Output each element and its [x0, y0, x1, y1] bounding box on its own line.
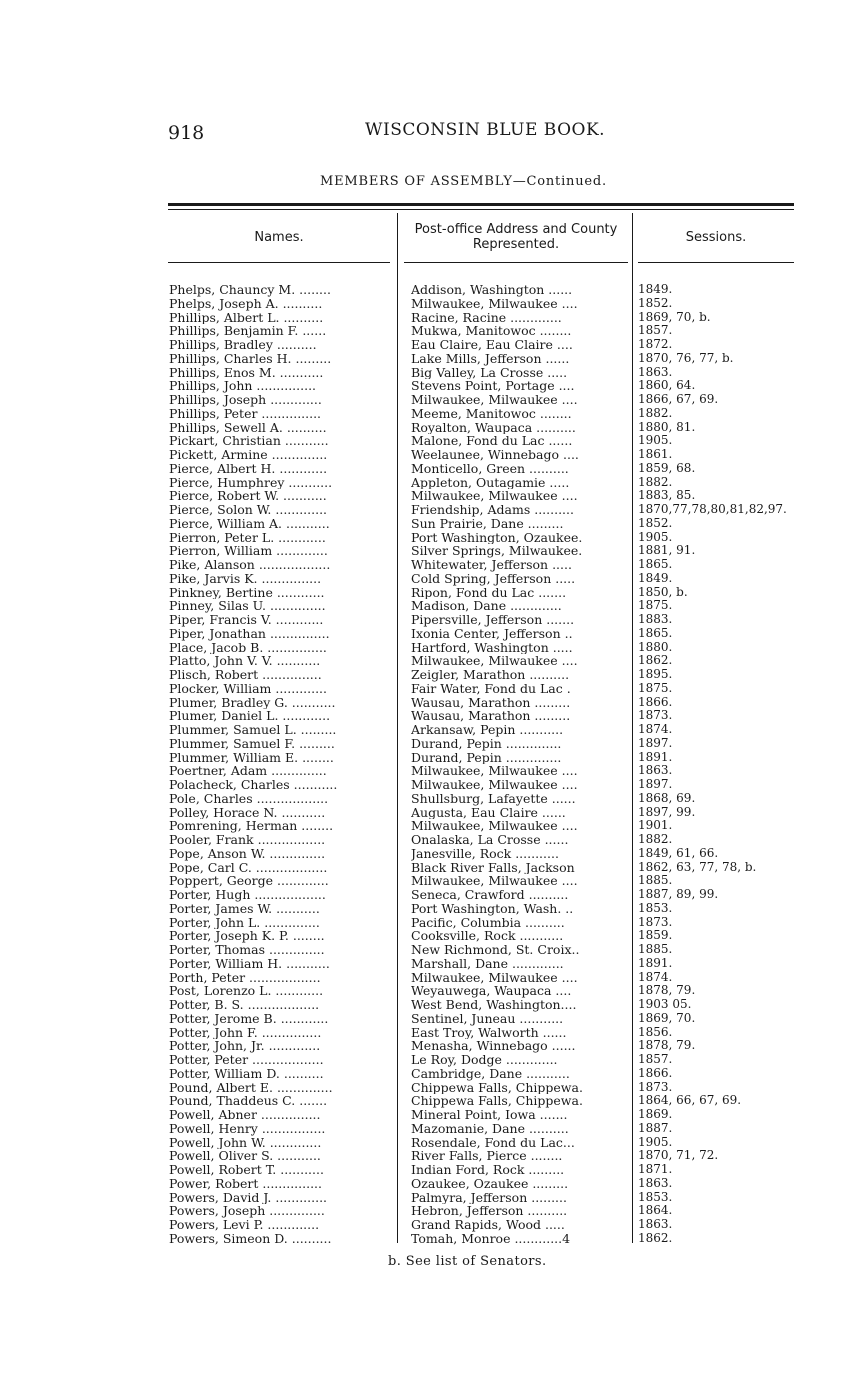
table-row — [0, 847, 859, 861]
table-row — [0, 971, 859, 985]
member-name: Plummer, Samuel L. ......... — [169, 723, 337, 737]
member-sessions: 1873. — [638, 915, 673, 929]
table-row — [0, 352, 859, 366]
table-row — [0, 531, 859, 545]
column-header-names: Names. — [254, 230, 304, 245]
member-sessions: 1897, 99. — [638, 805, 696, 819]
table-row — [0, 407, 859, 421]
member-sessions: 1863. — [638, 1176, 673, 1190]
member-name: Plumer, Bradley G. ........... — [169, 695, 336, 710]
member-address: Lake Mills, Jefferson ...... — [411, 351, 570, 366]
member-address: Wausau, Marathon ......... — [411, 695, 571, 710]
member-sessions: 1853. — [638, 1190, 673, 1204]
member-sessions: 1870, 71, 72. — [638, 1149, 719, 1163]
member-sessions: 1865. — [638, 558, 673, 571]
member-address: Pacific, Columbia .......... — [411, 915, 565, 930]
member-address: Cambridge, Dane ........... — [411, 1066, 570, 1081]
member-sessions: 1895. — [638, 668, 673, 681]
table-row — [0, 393, 859, 407]
member-name: Porter, James W. ........... — [169, 901, 320, 916]
member-address: Mazomanie, Dane .......... — [411, 1121, 569, 1136]
member-sessions: 1862. — [638, 1231, 673, 1245]
member-address: Black River Falls, Jackson — [411, 860, 575, 875]
member-name: Place, Jacob B. ............... — [169, 640, 327, 655]
member-name: Plisch, Robert ............... — [169, 668, 322, 682]
table-row — [0, 311, 859, 325]
member-address: Racine, Racine ............. — [411, 310, 562, 325]
member-address: Onalaska, La Crosse ...... — [411, 833, 569, 847]
table-row — [0, 861, 859, 875]
member-sessions: 1882. — [638, 475, 673, 489]
table-row — [0, 696, 859, 710]
member-sessions: 1873. — [638, 1080, 673, 1094]
member-sessions: 1852. — [638, 516, 673, 530]
table-row — [0, 929, 859, 943]
member-address: Ixonia Center, Jefferson .. — [411, 626, 573, 641]
table-row — [0, 792, 859, 806]
member-sessions: 1864, 66, 67, 69. — [638, 1094, 742, 1108]
table-row — [0, 434, 859, 448]
page-title: WISCONSIN BLUE BOOK. — [365, 120, 606, 140]
member-sessions: 1882. — [638, 833, 673, 846]
member-sessions: 1901. — [638, 819, 673, 833]
table-row — [0, 517, 859, 531]
table-row — [0, 984, 859, 998]
member-sessions: 1882. — [638, 406, 673, 420]
member-address: Sun Prairie, Dane ......... — [411, 516, 564, 531]
member-name: Phillips, Joseph ............. — [169, 393, 322, 407]
member-name: Powell, Robert T. ........... — [169, 1163, 324, 1177]
member-sessions: 1862. — [638, 654, 673, 668]
member-sessions: 1875. — [638, 681, 673, 695]
table-row — [0, 668, 859, 682]
member-name: Plummer, Samuel F. ......... — [169, 736, 335, 751]
member-address: Menasha, Winnebago ...... — [411, 1039, 576, 1053]
member-address: Wausau, Marathon ......... — [411, 709, 571, 723]
table-row — [0, 723, 859, 737]
member-address: Royalton, Waupaca .......... — [411, 420, 576, 435]
member-sessions: 1897. — [638, 778, 673, 791]
member-name: Porter, William H. ........... — [169, 956, 330, 971]
member-address: Milwaukee, Milwaukee .... — [411, 489, 578, 503]
member-sessions: 1863. — [638, 1218, 673, 1231]
member-sessions: 1887. — [638, 1121, 673, 1135]
member-sessions: 1862, 63, 77, 78, b. — [638, 860, 757, 874]
member-sessions: 1870,77,78,80,81,82,97. — [638, 503, 787, 516]
member-name: Pole, Charles .................. — [169, 791, 329, 806]
member-name: Porter, Hugh .................. — [169, 888, 326, 902]
member-address: Arkansaw, Pepin ........... — [411, 723, 564, 737]
member-address: Pipersville, Jefferson ....... — [411, 613, 575, 627]
member-sessions: 1869. — [638, 1108, 673, 1121]
member-sessions: 1874. — [638, 970, 673, 984]
member-name: Pound, Thaddeus C. ....... — [169, 1094, 328, 1108]
member-sessions: 1863. — [638, 365, 673, 379]
table-row — [0, 654, 859, 668]
member-name: Porter, Thomas .............. — [169, 943, 325, 957]
table-row — [0, 916, 859, 930]
member-address: Friendship, Adams .......... — [411, 503, 574, 517]
table-row — [0, 379, 859, 393]
member-address: Durand, Pepin .............. — [411, 750, 562, 765]
member-name: Polley, Horace N. ........... — [169, 805, 326, 820]
member-sessions: 1880. — [638, 640, 673, 654]
member-name: Pierce, Albert H. ............ — [169, 461, 328, 476]
member-address: Addison, Washington ...... — [411, 283, 573, 297]
table-row — [0, 1026, 859, 1040]
member-address: Meeme, Manitowoc ........ — [411, 406, 572, 421]
header-rule-sessions — [638, 262, 794, 263]
member-name: Plummer, William E. ........ — [169, 750, 334, 765]
table-row — [0, 1067, 859, 1081]
member-address: Milwaukee, Milwaukee .... — [411, 654, 578, 668]
member-sessions: 1866. — [638, 695, 673, 709]
member-address: Sentinel, Juneau ........... — [411, 1011, 564, 1026]
member-sessions: 1891. — [638, 956, 673, 970]
member-name: Porth, Peter .................. — [169, 970, 321, 985]
table-row — [0, 627, 859, 641]
member-sessions: 1849. — [638, 571, 673, 585]
member-name: Pinney, Silas U. .............. — [169, 599, 326, 613]
member-sessions: 1866, 67, 69. — [638, 393, 719, 406]
member-name: Pomrening, Herman ........ — [169, 819, 334, 833]
member-address: Milwaukee, Milwaukee .... — [411, 874, 578, 888]
member-name: Powell, John W. ............. — [169, 1135, 322, 1150]
member-name: Porter, Joseph K. P. ........ — [169, 929, 325, 943]
table-row — [0, 324, 859, 338]
member-sessions: 1868, 69. — [638, 791, 696, 805]
table-row — [0, 476, 859, 490]
member-address: Janesville, Rock ........... — [411, 846, 559, 861]
member-sessions: 1860, 64. — [638, 379, 696, 393]
member-address: Hebron, Jefferson .......... — [411, 1204, 568, 1218]
member-address: Madison, Dane ............. — [411, 599, 562, 613]
member-address: Seneca, Crawford .......... — [411, 888, 569, 902]
member-name: Pierce, Robert W. ........... — [169, 489, 327, 503]
table-row — [0, 902, 859, 916]
table-row — [0, 297, 859, 311]
table-row — [0, 1012, 859, 1026]
table-row — [0, 448, 859, 462]
table-row — [0, 709, 859, 723]
page-number: 918 — [168, 122, 205, 144]
member-name: Phelps, Chauncy M. ........ — [169, 283, 331, 297]
table-row — [0, 1163, 859, 1177]
member-address: Milwaukee, Milwaukee .... — [411, 393, 578, 407]
table-row — [0, 874, 859, 888]
table-row — [0, 737, 859, 751]
table-row — [0, 1232, 859, 1246]
member-name: Powers, Levi P. ............. — [169, 1218, 320, 1232]
member-address: West Bend, Washington.... — [411, 998, 577, 1012]
member-sessions: 1873. — [638, 709, 673, 723]
member-name: Potter, William D. .......... — [169, 1066, 324, 1081]
member-address: Le Roy, Dodge ............. — [411, 1053, 558, 1067]
table-row — [0, 819, 859, 833]
member-sessions: 1897. — [638, 736, 673, 750]
member-address: Augusta, Eau Claire ...... — [411, 805, 566, 820]
member-name: Powers, Simeon D. .......... — [169, 1231, 332, 1246]
member-address: Port Washington, Wash. .. — [411, 901, 574, 916]
member-sessions: 1878, 79. — [638, 984, 696, 998]
member-address: Indian Ford, Rock ......... — [411, 1163, 565, 1177]
member-address: Cooksville, Rock ........... — [411, 929, 564, 943]
member-sessions: 1880, 81. — [638, 420, 696, 434]
member-sessions: 1865. — [638, 626, 673, 640]
member-name: Pierron, Peter L. ............ — [169, 530, 326, 545]
member-sessions: 1863. — [638, 764, 673, 778]
table-row — [0, 366, 859, 380]
member-address: Weelaunee, Winnebago .... — [411, 448, 579, 462]
member-address: Milwaukee, Milwaukee .... — [411, 819, 578, 833]
member-name: Powell, Henry ................ — [169, 1121, 326, 1136]
member-name: Pinkney, Bertine ............ — [169, 585, 325, 600]
member-address: Rosendale, Fond du Lac... — [411, 1135, 575, 1150]
member-name: Piper, Jonathan ............... — [169, 626, 330, 641]
member-address: Stevens Point, Portage .... — [411, 379, 575, 393]
member-name: Phillips, Sewell A. .......... — [169, 420, 327, 435]
table-row — [0, 1177, 859, 1191]
member-name: Phillips, Albert L. .......... — [169, 310, 324, 325]
member-address: Big Valley, La Crosse ..... — [411, 365, 568, 380]
member-name: Phillips, John ............... — [169, 379, 317, 393]
member-name: Plocker, William ............. — [169, 681, 328, 696]
member-name: Pike, Jarvis K. ............... — [169, 571, 322, 586]
member-sessions: 1905. — [638, 1135, 673, 1149]
member-name: Power, Robert ............... — [169, 1176, 322, 1191]
member-sessions: 1857. — [638, 1053, 673, 1066]
column-header-sessions: Sessions. — [685, 230, 747, 245]
member-sessions: 1887, 89, 99. — [638, 888, 719, 901]
member-address: Milwaukee, Milwaukee .... — [411, 764, 578, 778]
member-address: Palmyra, Jefferson ......... — [411, 1190, 567, 1205]
member-address: Fair Water, Fond du Lac . — [411, 681, 571, 696]
member-address: Silver Springs, Milwaukee. — [411, 544, 583, 558]
table-row — [0, 943, 859, 957]
top-rule-thin — [168, 209, 794, 210]
table-row — [0, 338, 859, 352]
member-name: Pierce, Humphrey ........... — [169, 475, 333, 490]
table-row — [0, 888, 859, 902]
table-row — [0, 1108, 859, 1122]
member-sessions: 1891. — [638, 750, 673, 764]
member-name: Powell, Oliver S. ........... — [169, 1149, 321, 1163]
member-sessions: 1903 05. — [638, 998, 692, 1011]
table-row — [0, 957, 859, 971]
member-address: Shullsburg, Lafayette ...... — [411, 791, 576, 806]
member-name: Pickett, Armine .............. — [169, 448, 328, 462]
table-row — [0, 751, 859, 765]
member-name: Piper, Francis V. ............ — [169, 613, 324, 627]
member-sessions: 1883, 85. — [638, 489, 696, 503]
member-name: Plumer, Daniel L. ............ — [169, 709, 331, 723]
member-sessions: 1874. — [638, 723, 673, 736]
member-sessions: 1866. — [638, 1066, 673, 1080]
member-sessions: 1878, 79. — [638, 1039, 696, 1053]
member-name: Pierron, William ............. — [169, 544, 328, 558]
member-address: Port Washington, Ozaukee. — [411, 530, 583, 545]
member-name: Pooler, Frank ................. — [169, 833, 326, 847]
member-sessions: 1849, 61, 66. — [638, 846, 719, 860]
member-name: Pickart, Christian ........... — [169, 434, 329, 448]
member-name: Potter, Jerome B. ............ — [169, 1011, 329, 1026]
table-row — [0, 1136, 859, 1150]
member-address: Eau Claire, Eau Claire .... — [411, 338, 573, 352]
member-name: Polacheck, Charles ........... — [169, 778, 338, 792]
member-sessions: 1885. — [638, 874, 673, 888]
member-name: Phelps, Joseph A. .......... — [169, 296, 323, 311]
member-address: New Richmond, St. Croix.. — [411, 943, 580, 957]
member-name: Porter, John L. .............. — [169, 915, 320, 930]
member-name: Pope, Carl C. .................. — [169, 860, 328, 875]
table-row — [0, 283, 859, 297]
member-sessions: 1869, 70. — [638, 1011, 696, 1025]
member-name: Potter, B. S. .................. — [169, 998, 320, 1012]
member-sessions: 1861. — [638, 448, 673, 461]
member-name: Pierce, Solon W. ............. — [169, 503, 328, 517]
table-row — [0, 806, 859, 820]
member-address: Ripon, Fond du Lac ....... — [411, 585, 567, 600]
member-name: Pike, Alanson .................. — [169, 558, 331, 572]
table-row — [0, 421, 859, 435]
member-sessions: 1857. — [638, 324, 673, 338]
member-address: Marshall, Dane ............. — [411, 956, 564, 971]
member-name: Phillips, Charles H. ......... — [169, 351, 332, 366]
column-header-address: Post-office Address and County Represented. — [414, 222, 618, 252]
table-row — [0, 1122, 859, 1136]
member-sessions: 1852. — [638, 296, 673, 310]
member-sessions: 1869, 70, b. — [638, 310, 711, 324]
member-name: Poertner, Adam .............. — [169, 764, 327, 778]
member-name: Phillips, Enos M. ........... — [169, 365, 324, 380]
table-row — [0, 599, 859, 613]
table-row — [0, 544, 859, 558]
member-address: Milwaukee, Milwaukee .... — [411, 778, 578, 792]
members-table-body — [0, 283, 859, 1246]
member-name: Potter, John F. ............... — [169, 1025, 322, 1040]
table-row — [0, 1204, 859, 1218]
table-row — [0, 1053, 859, 1067]
table-row — [0, 1039, 859, 1053]
top-rule-thick — [168, 203, 794, 206]
member-sessions: 1871. — [638, 1163, 673, 1176]
member-address: River Falls, Pierce ........ — [411, 1149, 563, 1163]
member-name: Powell, Abner ............... — [169, 1108, 321, 1122]
member-sessions: 1883. — [638, 613, 673, 626]
member-sessions: 1872. — [638, 338, 673, 351]
table-row — [0, 833, 859, 847]
member-name: Pound, Albert E. .............. — [169, 1080, 333, 1095]
member-sessions: 1856. — [638, 1025, 673, 1039]
section-subtitle: MEMBERS OF ASSEMBLY—Continued. — [320, 174, 607, 189]
member-name: Powers, David J. ............. — [169, 1190, 328, 1205]
member-name: Phillips, Bradley .......... — [169, 338, 317, 352]
member-address: East Troy, Walworth ...... — [411, 1025, 567, 1040]
member-name: Post, Lorenzo L. ............ — [169, 984, 324, 998]
member-sessions: 1849. — [638, 283, 673, 296]
member-sessions: 1853. — [638, 901, 673, 915]
member-address: Grand Rapids, Wood ..... — [411, 1218, 565, 1232]
table-row — [0, 998, 859, 1012]
member-sessions: 1850, b. — [638, 585, 688, 599]
member-address: Mineral Point, Iowa ....... — [411, 1108, 568, 1122]
member-name: Potter, Peter .................. — [169, 1053, 324, 1067]
table-row — [0, 1149, 859, 1163]
member-address: Milwaukee, Milwaukee .... — [411, 296, 578, 311]
member-sessions: 1905. — [638, 530, 673, 544]
table-row — [0, 778, 859, 792]
member-sessions: 1875. — [638, 599, 673, 613]
table-row — [0, 1094, 859, 1108]
member-address: Chippewa Falls, Chippewa. — [411, 1080, 583, 1095]
member-sessions: 1870, 76, 77, b. — [638, 351, 734, 365]
member-address: Milwaukee, Milwaukee .... — [411, 970, 578, 985]
member-sessions: 1864. — [638, 1204, 673, 1218]
table-row — [0, 572, 859, 586]
member-name: Platto, John V. V. ........... — [169, 654, 321, 668]
member-address: Malone, Fond du Lac ...... — [411, 434, 573, 448]
member-name: Poppert, George ............. — [169, 874, 329, 888]
member-name: Powers, Joseph .............. — [169, 1204, 325, 1218]
member-address: Monticello, Green .......... — [411, 461, 569, 476]
table-row — [0, 558, 859, 572]
member-address: Mukwa, Manitowoc ........ — [411, 324, 572, 338]
member-address: Durand, Pepin .............. — [411, 736, 562, 751]
table-row — [0, 613, 859, 627]
table-row — [0, 1191, 859, 1205]
member-name: Potter, John, Jr. ............. — [169, 1039, 321, 1053]
member-address: Cold Spring, Jefferson ..... — [411, 571, 576, 586]
member-address: Hartford, Washington ..... — [411, 640, 573, 655]
member-address: Zeigler, Marathon .......... — [411, 668, 570, 682]
table-row — [0, 503, 859, 517]
member-sessions: 1905. — [638, 434, 673, 448]
member-sessions: 1885. — [638, 943, 673, 956]
member-sessions: 1859, 68. — [638, 461, 696, 475]
member-address: Whitewater, Jefferson ..... — [411, 558, 572, 572]
member-name: Phillips, Peter ............... — [169, 406, 322, 421]
header-rule-address — [404, 262, 628, 263]
member-address: Weyauwega, Waupaca .... — [411, 984, 572, 998]
member-sessions: 1881, 91. — [638, 544, 696, 558]
table-row — [0, 586, 859, 600]
footnote: b. See list of Senators. — [388, 1254, 547, 1269]
member-name: Pierce, William A. ........... — [169, 516, 330, 531]
table-row — [0, 641, 859, 655]
member-address: Appleton, Outagamie ..... — [411, 475, 570, 490]
member-address: Chippewa Falls, Chippewa. — [411, 1094, 583, 1108]
member-name: Phillips, Benjamin F. ...... — [169, 324, 327, 338]
table-row — [0, 489, 859, 503]
table-row — [0, 1081, 859, 1095]
table-row — [0, 1218, 859, 1232]
table-row — [0, 462, 859, 476]
member-address: Tomah, Monroe ............4 — [411, 1231, 571, 1246]
member-sessions: 1859. — [638, 929, 673, 943]
table-row — [0, 764, 859, 778]
header-rule-names — [168, 262, 390, 263]
table-row — [0, 682, 859, 696]
member-address: Ozaukee, Ozaukee ......... — [411, 1176, 569, 1191]
member-name: Pope, Anson W. .............. — [169, 846, 326, 861]
